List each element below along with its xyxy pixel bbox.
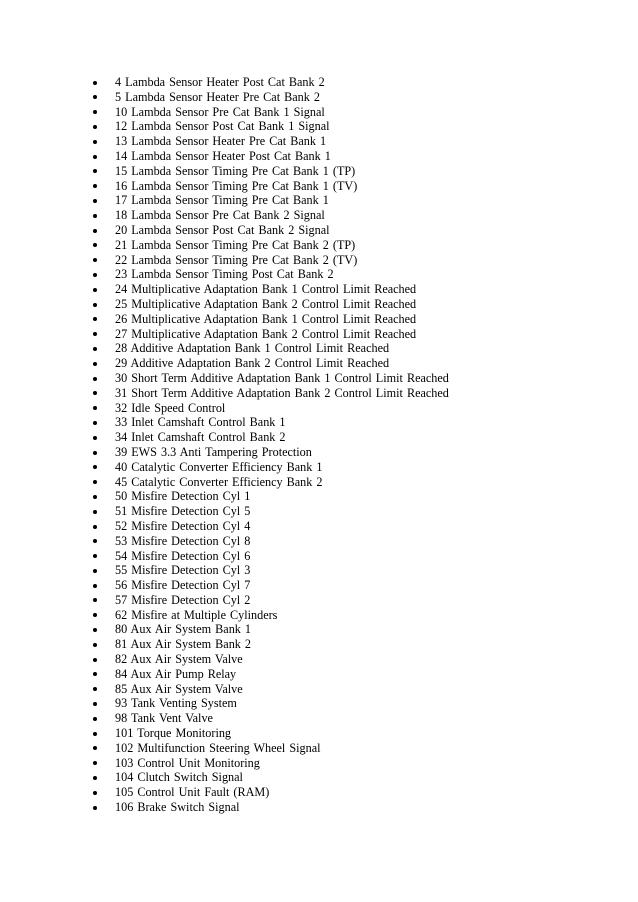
list-item — [93, 637, 613, 652]
list-item-text: 21 Lambda Sensor Timing Pre Cat Bank 2 (TP) — [115, 237, 356, 252]
list-item-text: 106 Brake Switch Signal — [115, 800, 240, 815]
bullet-icon — [93, 717, 97, 721]
list-item — [93, 164, 613, 179]
list-item — [93, 800, 613, 815]
bullet-icon — [93, 199, 97, 203]
list-item-text: 52 Misfire Detection Cyl 4 — [115, 518, 251, 533]
list-item-text: 80 Aux Air System Bank 1 — [115, 622, 252, 637]
list-item — [93, 312, 613, 327]
bullet-icon — [93, 791, 97, 795]
list-item — [93, 119, 613, 134]
list-item-text: 27 Multiplicative Adaptation Bank 2 Control Limit Reached — [115, 326, 417, 341]
bullet-icon — [93, 613, 97, 617]
list-item — [93, 549, 613, 564]
list-item — [93, 430, 613, 445]
list-item-text: 105 Control Unit Fault (RAM) — [115, 785, 270, 800]
list-item — [93, 193, 613, 208]
list-item — [93, 208, 613, 223]
bullet-icon — [93, 465, 97, 469]
list-item — [93, 489, 613, 504]
bullet-icon — [93, 125, 97, 129]
bullet-icon — [93, 702, 97, 706]
bullet-icon — [93, 510, 97, 514]
list-item-text: 62 Misfire at Multiple Cylinders — [115, 607, 278, 622]
list-item — [93, 267, 613, 282]
list-item-text: 104 Clutch Switch Signal — [115, 770, 243, 785]
list-item-text: 81 Aux Air System Bank 2 — [115, 637, 252, 652]
list-item — [93, 223, 613, 238]
list-item-text: 51 Misfire Detection Cyl 5 — [115, 504, 251, 519]
list-item — [93, 445, 613, 460]
fault-code-list — [93, 75, 613, 815]
bullet-icon — [93, 451, 97, 455]
list-item-text: 17 Lambda Sensor Timing Pre Cat Bank 1 — [115, 193, 329, 208]
bullet-icon — [93, 598, 97, 602]
list-item-text: 22 Lambda Sensor Timing Pre Cat Bank 2 (TV) — [115, 252, 358, 267]
list-item — [93, 593, 613, 608]
bullet-icon — [93, 243, 97, 247]
list-item — [93, 652, 613, 667]
bullet-icon — [93, 303, 97, 307]
list-item — [93, 341, 613, 356]
list-item — [93, 401, 613, 416]
bullet-icon — [93, 761, 97, 765]
list-item — [93, 460, 613, 475]
list-item — [93, 608, 613, 623]
bullet-icon — [93, 569, 97, 573]
bullet-icon — [93, 81, 97, 85]
bullet-icon — [93, 643, 97, 647]
bullet-icon — [93, 584, 97, 588]
list-item-text: 18 Lambda Sensor Pre Cat Bank 2 Signal — [115, 208, 325, 223]
list-item-text: 12 Lambda Sensor Post Cat Bank 1 Signal — [115, 119, 330, 134]
list-item — [93, 75, 613, 90]
list-item — [93, 415, 613, 430]
bullet-icon — [93, 273, 97, 277]
list-item — [93, 563, 613, 578]
list-item — [93, 622, 613, 637]
list-item-text: 26 Multiplicative Adaptation Bank 1 Control Limit Reached — [115, 311, 417, 326]
bullet-icon — [93, 391, 97, 395]
list-item-text: 24 Multiplicative Adaptation Bank 1 Control Limit Reached — [115, 282, 417, 297]
bullet-icon — [93, 539, 97, 543]
list-item-text: 98 Tank Vent Valve — [115, 711, 213, 726]
list-item — [93, 149, 613, 164]
list-item-text: 102 Multifunction Steering Wheel Signal — [115, 740, 321, 755]
list-item — [93, 253, 613, 268]
bullet-icon — [93, 554, 97, 558]
list-item-text: 4 Lambda Sensor Heater Post Cat Bank 2 — [115, 75, 325, 89]
list-item — [93, 741, 613, 756]
list-item — [93, 504, 613, 519]
list-item — [93, 696, 613, 711]
bullet-icon — [93, 155, 97, 159]
bullet-icon — [93, 658, 97, 662]
list-item-text: 20 Lambda Sensor Post Cat Bank 2 Signal — [115, 222, 330, 237]
list-item — [93, 356, 613, 371]
list-item — [93, 770, 613, 785]
list-item-text: 39 EWS 3.3 Anti Tampering Protection — [115, 444, 312, 459]
list-item-text: 84 Aux Air Pump Relay — [115, 666, 237, 681]
bullet-icon — [93, 421, 97, 425]
bullet-icon — [93, 672, 97, 676]
list-item — [93, 726, 613, 741]
bullet-icon — [93, 347, 97, 351]
list-item-text: 34 Inlet Camshaft Control Bank 2 — [115, 430, 286, 445]
list-item — [93, 578, 613, 593]
list-item — [93, 386, 613, 401]
list-item-text: 25 Multiplicative Adaptation Bank 2 Control Limit Reached — [115, 296, 417, 311]
bullet-icon — [93, 628, 97, 632]
list-item-text: 53 Misfire Detection Cyl 8 — [115, 533, 251, 548]
bullet-icon — [93, 480, 97, 484]
bullet-icon — [93, 140, 97, 144]
list-item-text: 93 Tank Venting System — [115, 696, 237, 711]
list-item-text: 33 Inlet Camshaft Control Bank 1 — [115, 415, 286, 430]
list-item-text: 29 Additive Adaptation Bank 2 Control Limit Reached — [115, 356, 390, 371]
list-item — [93, 785, 613, 800]
list-item — [93, 682, 613, 697]
bullet-icon — [93, 258, 97, 262]
bullet-icon — [93, 229, 97, 233]
bullet-icon — [93, 525, 97, 529]
list-item-text: 13 Lambda Sensor Heater Pre Cat Bank 1 — [115, 134, 327, 149]
list-item-text: 50 Misfire Detection Cyl 1 — [115, 489, 251, 504]
bullet-icon — [93, 732, 97, 736]
list-item-text: 31 Short Term Additive Adaptation Bank 2 Control Limit Reached — [115, 385, 449, 400]
list-item — [93, 371, 613, 386]
list-item — [93, 475, 613, 490]
list-item-text: 16 Lambda Sensor Timing Pre Cat Bank 1 (TV) — [115, 178, 358, 193]
list-item-text: 30 Short Term Additive Adaptation Bank 1 Control Limit Reached — [115, 370, 449, 385]
list-item-text: 10 Lambda Sensor Pre Cat Bank 1 Signal — [115, 104, 325, 119]
list-item — [93, 711, 613, 726]
list-item-text: 28 Additive Adaptation Bank 1 Control Limit Reached — [115, 341, 390, 356]
list-item-text: 55 Misfire Detection Cyl 3 — [115, 563, 251, 578]
bullet-icon — [93, 214, 97, 218]
list-item-text: 45 Catalytic Converter Efficiency Bank 2 — [115, 474, 323, 489]
list-item-text: 56 Misfire Detection Cyl 7 — [115, 578, 251, 593]
list-item-text: 82 Aux Air System Valve — [115, 652, 243, 667]
bullet-icon — [93, 332, 97, 336]
list-item — [93, 519, 613, 534]
bullet-icon — [93, 362, 97, 366]
bullet-icon — [93, 184, 97, 188]
list-item — [93, 134, 613, 149]
list-item-text: 103 Control Unit Monitoring — [115, 755, 260, 770]
list-item-text: 14 Lambda Sensor Heater Post Cat Bank 1 — [115, 148, 331, 163]
bullet-icon — [93, 406, 97, 410]
bullet-icon — [93, 377, 97, 381]
list-item — [93, 238, 613, 253]
list-item — [93, 105, 613, 120]
list-item-text: 40 Catalytic Converter Efficiency Bank 1 — [115, 459, 323, 474]
list-item — [93, 90, 613, 105]
bullet-icon — [93, 110, 97, 114]
bullet-icon — [93, 169, 97, 173]
list-item — [93, 297, 613, 312]
list-item — [93, 534, 613, 549]
list-item-text: 5 Lambda Sensor Heater Pre Cat Bank 2 — [115, 89, 320, 104]
list-item — [93, 667, 613, 682]
bullet-icon — [93, 436, 97, 440]
list-item — [93, 327, 613, 342]
list-item-text: 54 Misfire Detection Cyl 6 — [115, 548, 251, 563]
list-item-text: 101 Torque Monitoring — [115, 726, 232, 741]
bullet-icon — [93, 776, 97, 780]
bullet-icon — [93, 288, 97, 292]
bullet-icon — [93, 806, 97, 810]
list-item-text: 15 Lambda Sensor Timing Pre Cat Bank 1 (TP) — [115, 163, 356, 178]
list-item-text: 85 Aux Air System Valve — [115, 681, 243, 696]
list-item-text: 57 Misfire Detection Cyl 2 — [115, 592, 251, 607]
bullet-icon — [93, 95, 97, 99]
list-item — [93, 282, 613, 297]
list-item-text: 32 Idle Speed Control — [115, 400, 226, 415]
bullet-icon — [93, 317, 97, 321]
list-item-text: 23 Lambda Sensor Timing Post Cat Bank 2 — [115, 267, 334, 282]
list-item — [93, 756, 613, 771]
bullet-icon — [93, 687, 97, 691]
bullet-icon — [93, 495, 97, 499]
list-item — [93, 179, 613, 194]
bullet-icon — [93, 746, 97, 750]
